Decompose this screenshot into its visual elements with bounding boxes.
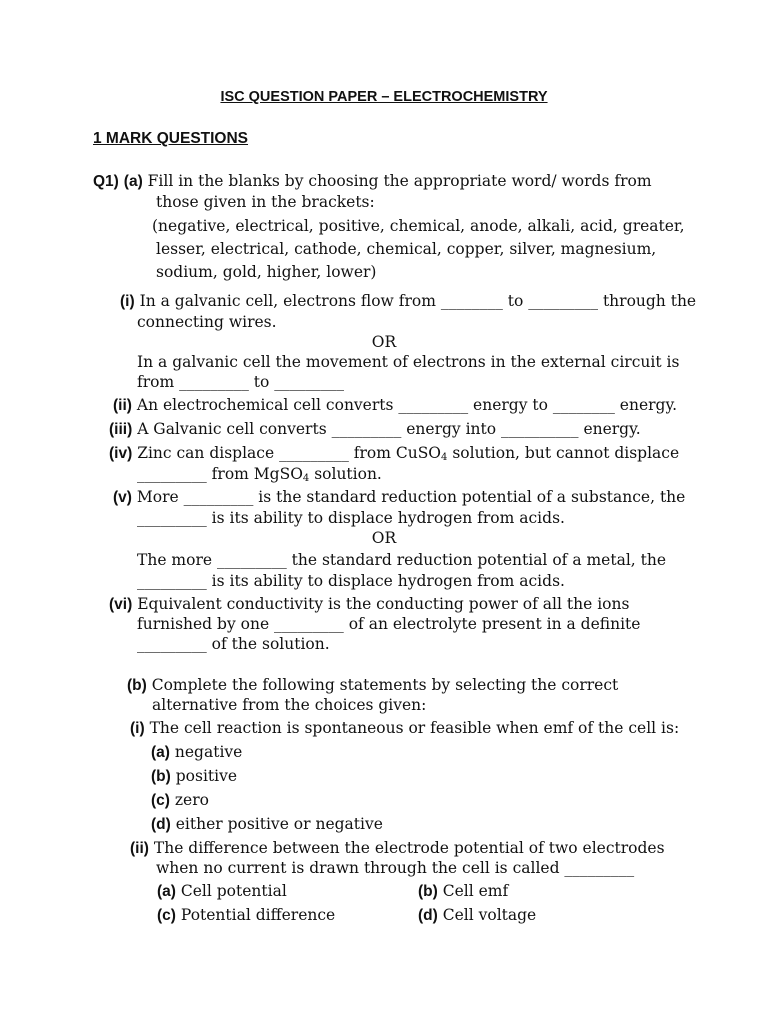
option-d (418, 905, 536, 926)
item-text: Zinc can displace _________ from CuSO (137, 444, 442, 462)
page-title: ISC QUESTION PAPER – ELECTROCHEMISTRY (220, 89, 548, 105)
option-d (151, 814, 383, 835)
item-text: An electrochemical cell converts _________ energy to ________ energy. (136, 396, 678, 414)
option-text: Cell potential (180, 882, 287, 900)
item-a-iii (109, 419, 641, 440)
item-a-iv (109, 443, 679, 464)
subscript: 4 (302, 473, 310, 484)
item-b-i (130, 718, 679, 739)
item-a-v-text-2: _________ is its ability to displace hydrogen from acids. (137, 509, 565, 527)
or-separator: OR (371, 333, 397, 351)
question-number: Q1) (93, 173, 119, 190)
item-text: _________ from MgSO (137, 465, 303, 483)
item-a-v (113, 487, 685, 508)
item-a-v-alt-2: _________ is its ability to displace hydrogen from acids. (137, 572, 565, 590)
option-c (157, 905, 335, 926)
part-b-text: Complete the following statements by selecting the correct (151, 676, 619, 694)
option-label: (a) (151, 744, 170, 761)
option-a (151, 742, 242, 763)
subscript: 4 (441, 452, 448, 463)
item-text: The cell reaction is spontaneous or feasible when emf of the cell is: (149, 719, 680, 737)
item-text: solution, but cannot displace (447, 444, 680, 462)
question-1a-intro (93, 171, 652, 192)
option-text: either positive or negative (175, 815, 383, 833)
option-text: zero (174, 791, 209, 809)
word-bank-1: (negative, electrical, positive, chemical, anode, alkali, acid, greater, (152, 217, 685, 235)
item-text: solution. (309, 465, 382, 483)
or-separator: OR (371, 529, 397, 547)
option-text: positive (175, 767, 238, 785)
part-b-intro (127, 675, 618, 696)
option-text: Cell voltage (442, 906, 537, 924)
word-bank-2: lesser, electrical, cathode, chemical, copper, silver, magnesium, (156, 240, 657, 258)
option-label: (b) (418, 883, 438, 900)
option-label: (b) (151, 768, 171, 785)
option-text: Potential difference (180, 906, 336, 924)
option-label: (a) (157, 883, 176, 900)
part-b-label: (b) (127, 677, 147, 694)
option-label: (c) (157, 907, 176, 924)
item-a-i-text-2: connecting wires. (137, 313, 277, 331)
option-b (418, 881, 508, 902)
item-label: (ii) (130, 840, 149, 857)
item-b-ii-text-2: when no current is drawn through the cell is called _________ (156, 859, 635, 877)
item-label: (i) (130, 720, 145, 737)
part-a-label: (a) (123, 173, 143, 190)
item-text: A Galvanic cell converts _________ energy into __________ energy. (137, 420, 641, 438)
word-bank-3: sodium, gold, higher, lower) (156, 263, 377, 281)
option-label: (d) (418, 907, 438, 924)
part-b-text-2: alternative from the choices given: (152, 696, 427, 714)
part-a-text-2: those given in the brackets: (156, 193, 375, 211)
option-text: negative (174, 743, 243, 761)
item-a-ii (113, 395, 677, 416)
item-a-vi (109, 594, 629, 615)
item-a-i (120, 291, 696, 312)
item-text: More _________ is the standard reduction potential of a substance, the (136, 488, 686, 506)
item-b-ii (130, 838, 665, 859)
option-label: (c) (151, 792, 170, 809)
item-label: (v) (113, 489, 132, 506)
item-a-vi-text-3: _________ of the solution. (137, 635, 330, 653)
part-a-text: Fill in the blanks by choosing the appropriate word/ words from (147, 172, 652, 190)
item-label: (i) (120, 293, 135, 310)
item-text: In a galvanic cell, electrons flow from ________ to _________ through the (139, 292, 697, 310)
item-text: The difference between the electrode potential of two electrodes (153, 839, 665, 857)
option-b (151, 766, 237, 787)
option-c (151, 790, 209, 811)
section-heading: 1 MARK QUESTIONS (93, 130, 249, 147)
item-a-i-alt-2: from _________ to _________ (137, 373, 345, 391)
item-label: (vi) (109, 596, 133, 613)
item-a-vi-text-2: furnished by one _________ of an electrolyte present in a definite (137, 615, 641, 633)
item-a-v-alt-1: The more _________ the standard reduction potential of a metal, the (137, 551, 667, 569)
item-label: (iv) (109, 445, 133, 462)
item-a-iv-text-2 (137, 464, 382, 484)
option-label: (d) (151, 816, 171, 833)
item-label: (iii) (109, 421, 133, 438)
option-text: Cell emf (442, 882, 509, 900)
item-a-i-alt-1: In a galvanic cell the movement of electrons in the external circuit is (137, 353, 680, 371)
item-label: (ii) (113, 397, 132, 414)
option-a (157, 881, 287, 902)
item-text: Equivalent conductivity is the conducting power of all the ions (137, 595, 630, 613)
